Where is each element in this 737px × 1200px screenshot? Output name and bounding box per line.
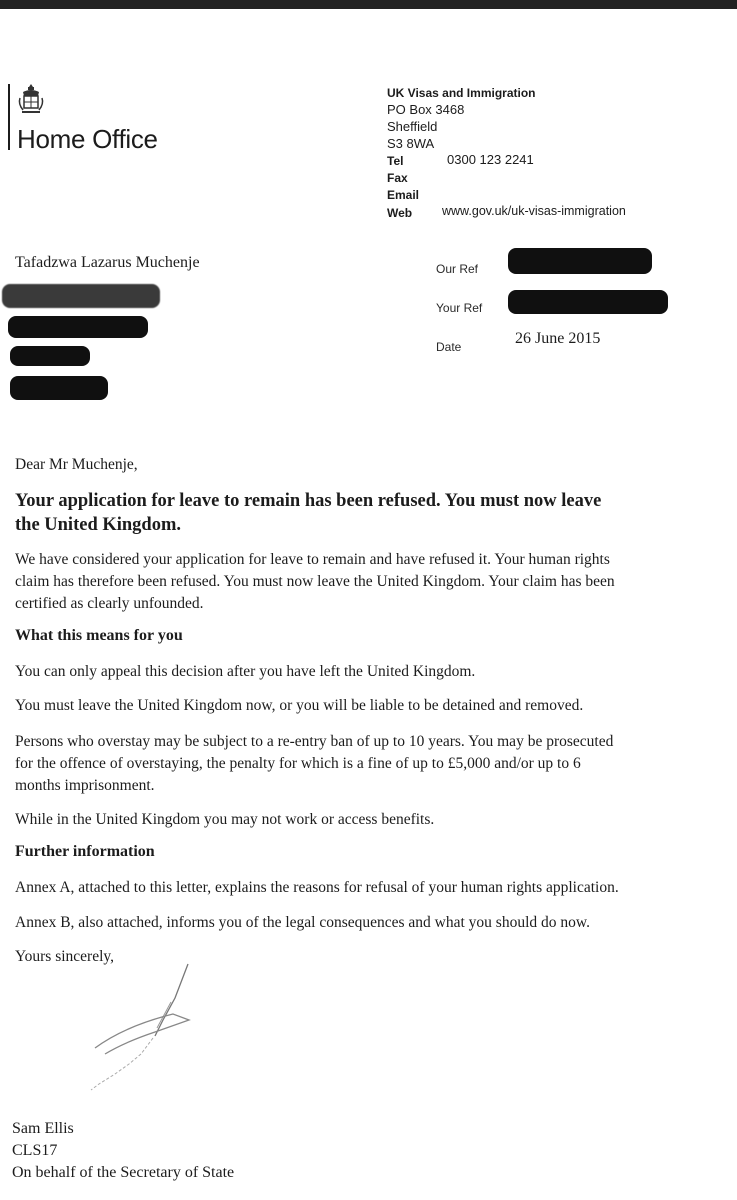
para-annex-a: Annex A, attached to this letter, explains the reasons for refusal of your human rights application. [15,879,619,896]
tel-label: Tel [387,154,404,168]
overstay-line-2: for the offence of overstaying, the penalty for which is a fine of up to £5,000 and/or up to 6 [15,755,581,772]
tel-value: 0300 123 2241 [447,152,534,167]
signatory-code: CLS17 [12,1142,58,1159]
overstay-line-1: Persons who overstay may be subject to a re-entry ban of up to 10 years. You may be prosecuted [15,733,614,750]
sender-city: Sheffield [387,119,438,134]
handwritten-signature [85,958,205,1098]
para-appeal: You can only appeal this decision after you have left the United Kingdom. [15,663,476,680]
intro-line-2: claim has therefore been refused. You must now leave the United Kingdom. Your claim has been [15,573,615,590]
date-value: 26 June 2015 [515,330,601,347]
intro-line-1: We have considered your application for leave to remain and have refused it. Your human rights [15,551,610,568]
para-leave: You must leave the United Kingdom now, or you will be liable to be detained and removed. [15,697,584,714]
web-label: Web [387,206,413,220]
sender-department: UK Visas and Immigration [387,86,536,100]
top-border [0,0,737,9]
section-heading-what-this-means: What this means for you [15,627,183,644]
signatory-role: On behalf of the Secretary of State [12,1164,235,1181]
section-heading-further-information: Further information [15,843,155,860]
sender-po-box: PO Box 3468 [387,102,465,117]
letter-title-line-1: Your application for leave to remain has been refused. You must now leave [15,491,602,511]
email-label: Email [387,188,420,202]
redaction-address-4 [10,376,108,400]
closing: Yours sincerely, [15,948,115,965]
letter-title-line-2: the United Kingdom. [15,515,182,535]
para-work: While in the United Kingdom you may not work or access benefits. [15,811,435,828]
logo-rule [8,84,10,150]
fax-label: Fax [387,171,408,185]
para-annex-b: Annex B, also attached, informs you of the legal consequences and what you should do now. [15,914,590,931]
intro-line-3: certified as clearly unfounded. [15,595,204,612]
salutation: Dear Mr Muchenje, [15,456,138,473]
web-value: www.gov.uk/uk-visas-immigration [442,204,626,218]
org-name: Home Office [17,124,158,154]
redaction-address-2 [8,316,148,338]
overstay-line-3: months imprisonment. [15,777,155,794]
redaction-address-3 [10,346,90,366]
recipient-name: Tafadzwa Lazarus Muchenje [15,254,200,271]
date-label: Date [436,340,462,354]
redaction-our-ref [508,248,652,274]
sender-postcode: S3 8WA [387,136,435,151]
signatory-name: Sam Ellis [12,1120,74,1137]
your-ref-label: Your Ref [436,301,483,315]
crest-icon [17,82,45,118]
redaction-your-ref [508,290,668,314]
our-ref-label: Our Ref [436,262,479,276]
redaction-address-1 [2,284,160,308]
